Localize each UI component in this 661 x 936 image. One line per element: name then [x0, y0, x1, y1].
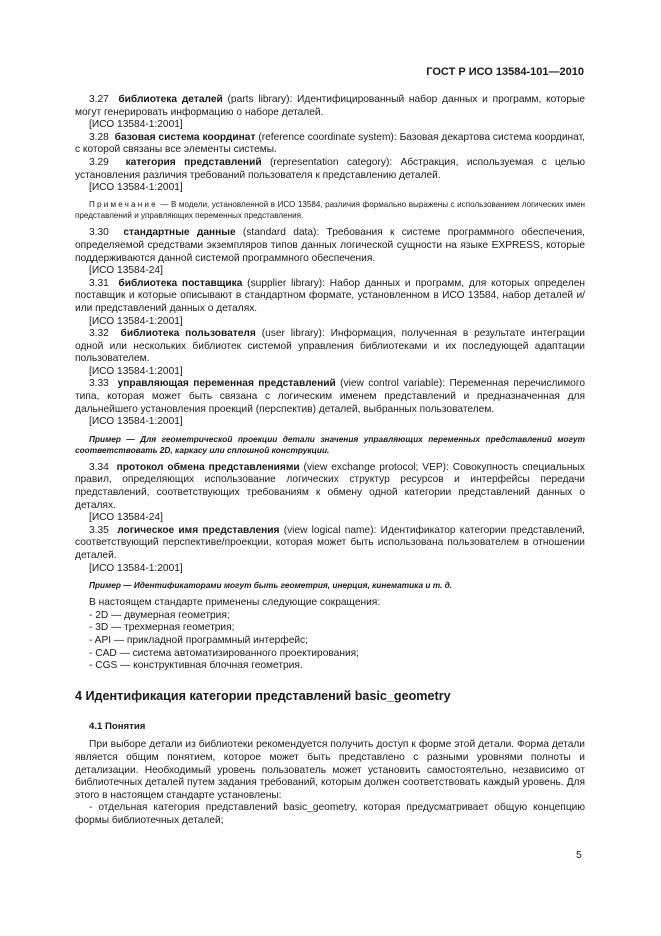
section-4-1-paragraph: При выборе детали из библиотеки рекомендуется получить доступ к форме этой детали. Форма детали является общим понятием, которое может быть представлено с разными уровнями полноты и детализации. Необходимый уровень пользователь может установить самостоятельно, независимо от библиотечных деталей путем задания требований, которым должен соответствовать каждый уровень. Для этого в настоящем стандарте установлены: [75, 739, 585, 801]
abbreviations-intro: В настоящем стандарте применены следующие сокращения: [89, 597, 381, 609]
abbreviations-list [75, 610, 585, 673]
term-3-30: 3.30 стандартные данные (standard data): Требования к системе программного обеспечения, определяемой средствами экземпляров типов данных логической сущности на языке EXPRESS, которые поддерживаются данной системой программного обеспечения. [75, 227, 585, 264]
term-3-27: 3.27 библиотека деталей (parts library): Идентифицированный набор данных и программ, которые могут генерировать информацию о наборе деталей. [75, 94, 585, 118]
page-content [75, 94, 585, 828]
list-item: - 2D — двумерная геометрия; [89, 609, 230, 621]
term-source: [ИСО 13584-1:2001] [89, 315, 183, 327]
term-3-34: 3.34 протокол обмена представлениями (view exchange protocol; VEP): Совокупность специальных правил, определяющих использование логических структур ресурсов и интерфейсы передачи представлений, соответствующих требованиям к обмену одной категории представлений данных о деталях. [75, 461, 585, 511]
term-source: [ИСО 13584-1:2001] [89, 119, 183, 131]
term-source: [ИСО 13584-1:2001] [89, 416, 183, 428]
term-3-29: 3.29 категория представлений (representation category): Абстракция, используемая с целью установления различия требований пользователя к представлению деталей. [75, 156, 585, 181]
term-source: [ИСО 13584-24] [89, 265, 163, 277]
term-source: [ИСО 13584-24] [89, 512, 163, 524]
term-3-33: 3.33 управляющая переменная представлений (view control variable): Переменная перечислимого типа, которая может быть связана с логическим именем представлений и предназначенная для дальнейшего установления проекций (перспектив) деталей, выбранных пользователем. [75, 378, 586, 415]
standard-header: ГОСТ Р ИСО 13584-101—2010 [426, 66, 584, 78]
term-3-32: 3.32 библиотека пользователя (user library): Информация, полученная в результате интеграции одной или нескольких библиотек системой управления библиотеками и их последующей адаптации пользователем. [75, 328, 585, 365]
term-3-35: 3.35 логическое имя представления (view logical name): Идентификатор категории представлений, соответствующий перспективе/проекции, которая может быть использована пользователем в отношении деталей. [75, 524, 585, 561]
term-source: [ИСО 13584-1:2001] [89, 562, 183, 574]
example: Пример — Для геометрической проекции детали значения управляющих переменных представлений могут соответствовать 2D, каркасу или сплошной конструкции. [75, 433, 585, 455]
list-item: - 3D — трехмерная геометрия; [89, 622, 235, 634]
section-4-1-heading: 4.1 Понятия [89, 720, 146, 732]
section-4-heading: 4 Идентификация категории представлений basic_geometry [75, 688, 451, 703]
list-item: - CAD — система автоматизированного проектирования; [89, 647, 360, 659]
example: Пример — Идентификаторами могут быть геометрия, инерция, кинематика и т. д. [89, 580, 453, 591]
page-number: 5 [576, 849, 582, 861]
note: Примечание — В модели, установленной в ИСО 13584, различия формально выражены с использованием логических имен представлений и управляющих переменных представления. [75, 199, 585, 220]
term-source: [ИСО 13584-1:2001] [89, 182, 183, 194]
list-item: - API — прикладной программный интерфейс; [89, 634, 308, 646]
list-item: - CGS — конструктивная блочная геометрия. [89, 660, 303, 672]
term-3-28: 3.28 базовая система координат (reference coordinate system): Базовая декартова система координат, с которой связаны все элементы системы. [75, 131, 585, 156]
term-source: [ИСО 13584-1:2001] [89, 365, 183, 377]
term-3-31: 3.31 библиотека поставщика (supplier library): Набор данных и программ, для которых определен поставщик и которые описывают в стандартном формате, установленном в ИСО 13584, набор деталей и/или представлений данных о деталях. [75, 277, 585, 314]
section-4-1-bullet: - отдельная категория представлений basic_geometry, которая предусматривает общую концепцию формы библиотечных деталей; [75, 802, 585, 826]
